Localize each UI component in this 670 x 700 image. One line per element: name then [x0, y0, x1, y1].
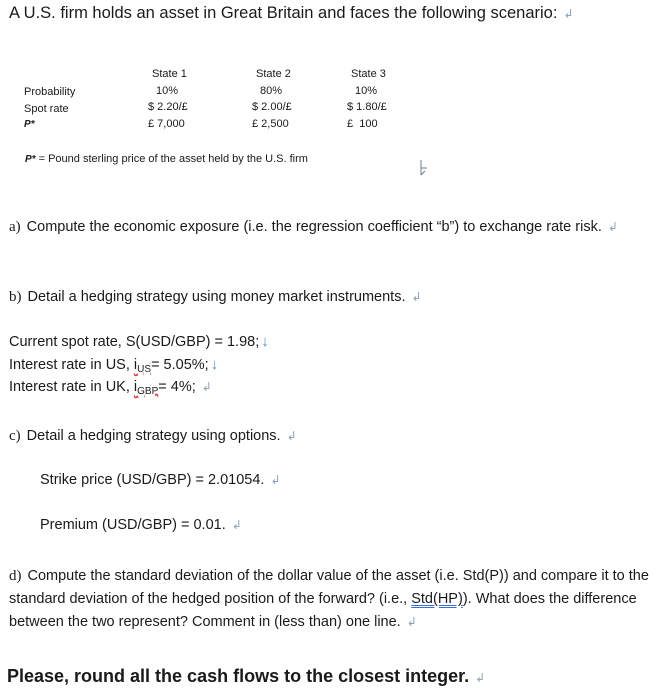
us-rate-sub: US	[137, 364, 152, 375]
question-d-underlined: Std(HP)	[411, 591, 463, 607]
table-row-labels	[24, 84, 75, 134]
spot-rate-line	[9, 333, 269, 350]
state-2-spot-rate: $ 2.00/£	[252, 101, 292, 113]
uk-rate-symbol	[134, 379, 158, 395]
state-3-column	[347, 66, 387, 132]
state-3-price: £ 100	[347, 117, 378, 130]
state-1-spot-rate: $ 2.20/£	[148, 101, 188, 113]
uk-rate-var: i	[133, 379, 138, 395]
state-1-price: £ 7,000	[148, 117, 185, 130]
return-arrow-icon: ↲	[286, 429, 297, 443]
strike-price-text: Strike price (USD/GBP) = 2.01054.	[40, 472, 265, 488]
question-b-letter: b)	[9, 289, 22, 305]
question-a-text: Compute the economic exposure (i.e. the regression coefficient “b”) to exchange rate risk.	[26, 219, 602, 235]
question-b	[9, 286, 422, 309]
uk-rate-value: = 4%;	[158, 379, 196, 395]
us-rate-var: i	[133, 357, 138, 373]
question-c-letter: c)	[9, 428, 21, 444]
row-label-probability: Probability	[24, 86, 76, 98]
footnote-text: = Pound sterling price of the asset held by the U.S. firm	[35, 153, 308, 165]
question-d	[9, 565, 659, 634]
problem-title-text: A U.S. firm holds an asset in Great Britain and faces the following scenario:	[9, 4, 558, 22]
return-arrow-icon: ↲	[270, 473, 281, 487]
uk-rate-sub: GBP	[137, 386, 159, 397]
state-1-probability: 10%	[156, 84, 179, 97]
state-3-probability: 10%	[355, 84, 378, 97]
state-1-column	[148, 66, 188, 132]
premium-line	[40, 517, 242, 533]
us-rate-value: = 5.05%;	[151, 357, 209, 373]
us-rate-line	[9, 356, 218, 375]
question-b-text: Detail a hedging strategy using money market instruments.	[27, 289, 406, 305]
question-a-letter: a)	[9, 219, 21, 235]
uk-rate-prefix: Interest rate in UK,	[9, 379, 134, 395]
final-note	[7, 666, 485, 687]
state-3-header: State 3	[351, 68, 386, 80]
question-c-text: Detail a hedging strategy using options.	[26, 428, 281, 444]
uk-rate-line	[9, 379, 212, 397]
question-c	[9, 425, 297, 448]
spot-rate-text: Current spot rate, S(USD/GBP) = 1.98;	[9, 334, 260, 350]
text-cursor-icon	[419, 159, 429, 177]
state-3-spot-rate: $ 1.80/£	[347, 101, 387, 113]
state-2-column	[252, 66, 292, 132]
question-d-letter: d)	[9, 568, 22, 584]
return-arrow-icon: ↲	[201, 380, 212, 394]
down-arrow-icon: ↓	[261, 333, 269, 350]
problem-title	[9, 4, 574, 23]
question-d-text-after: ). What does the difference between the two represent? Comment in (less than) one line.	[9, 591, 637, 630]
question-a	[9, 216, 649, 239]
return-arrow-icon: ↲	[411, 290, 422, 304]
footnote-symbol: P*	[25, 154, 36, 165]
row-label-price: P*	[24, 119, 35, 130]
state-2-price: £ 2,500	[252, 117, 289, 130]
us-rate-prefix: Interest rate in US,	[9, 357, 134, 373]
down-arrow-icon: ↓	[210, 356, 219, 373]
state-2-header: State 2	[256, 68, 291, 80]
footnote	[25, 153, 308, 165]
strike-price-line	[40, 472, 281, 488]
row-label-spot-rate: Spot rate	[24, 102, 69, 115]
question-d-text-before: Compute the standard deviation of the dollar value of the asset (i.e. Std(P)) and compare it to the standard deviation of the hedged position of the forward? (i.e.,	[9, 568, 649, 607]
us-rate-symbol	[134, 357, 151, 373]
return-arrow-icon: ↲	[607, 220, 618, 234]
return-arrow-icon: ↲	[231, 518, 242, 532]
premium-text: Premium (USD/GBP) = 0.01.	[40, 517, 226, 533]
return-arrow-icon: ↲	[475, 671, 486, 685]
state-2-probability: 80%	[260, 84, 283, 97]
final-note-text: Please, round all the cash flows to the closest integer.	[7, 666, 470, 686]
state-1-header: State 1	[152, 68, 187, 80]
return-arrow-icon: ↲	[563, 7, 574, 21]
return-arrow-icon: ↲	[406, 615, 417, 629]
